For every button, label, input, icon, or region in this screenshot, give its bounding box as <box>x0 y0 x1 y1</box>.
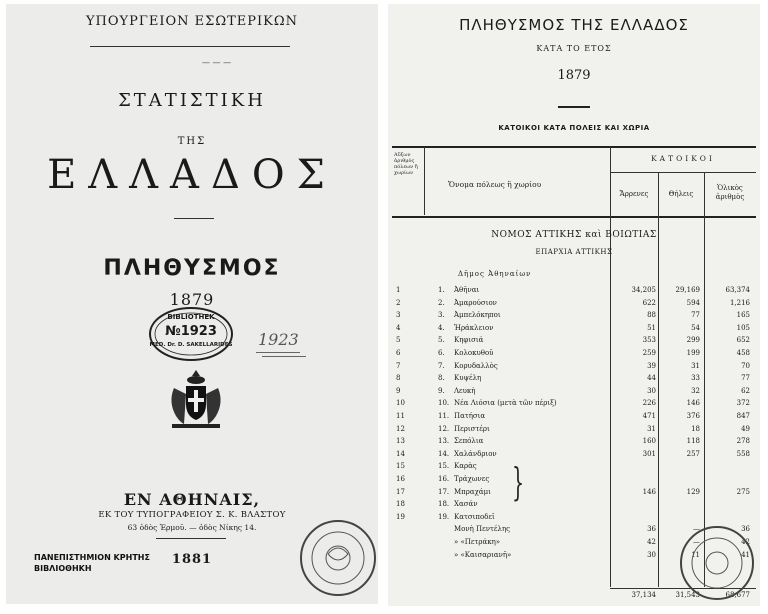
total-all: 68,677 <box>725 591 750 599</box>
serial-number: 4 <box>396 323 401 332</box>
place-name: Μπραχάμι <box>454 487 491 496</box>
serial-number: 12 <box>396 424 405 433</box>
right-page-population-table <box>388 4 760 606</box>
library-stamp-line-1: ΠΑΝΕΠΙΣΤΗΜΙΟΝ ΚΡΗΤΗΣ <box>34 553 150 562</box>
local-number: 1. <box>438 286 445 294</box>
females-value: 11 <box>691 550 700 559</box>
stamp-number: №1923 <box>165 324 217 339</box>
males-value: 88 <box>647 311 656 320</box>
divider-short <box>156 538 226 539</box>
females-value: 299 <box>686 336 700 345</box>
serial-number: 15 <box>396 462 405 471</box>
printer-address: 63 ὁδὸς Ἑρμοῦ. — ὁδὸς Νίκης 14. <box>127 523 257 532</box>
serial-number: 8 <box>396 374 401 383</box>
table-row <box>388 311 760 323</box>
males-value: 353 <box>642 336 656 345</box>
library-stamp-line-2: ΒΙΒΛΙΟΘΗΚΗ <box>34 564 92 573</box>
serial-number: 5 <box>396 336 401 345</box>
females-value: 77 <box>691 311 700 320</box>
serial-number: 19 <box>396 512 405 521</box>
column-divider <box>424 147 425 215</box>
males-value: 51 <box>647 323 656 332</box>
publication-year: 1881 <box>171 552 213 567</box>
serial-number: 10 <box>396 399 405 408</box>
local-number: 10. <box>438 399 450 408</box>
females-value: 146 <box>686 399 700 408</box>
females-value: 257 <box>686 449 700 458</box>
local-number: 4. <box>438 323 445 332</box>
subject-title: ΠΛΗΘΥΣΜΟΣ <box>103 256 281 281</box>
serial-number: 11 <box>396 412 405 420</box>
stamp-bottom-text: MED. Dr. D. SAKELLARIDES <box>149 342 233 348</box>
header-males: Ἄρρενες <box>619 190 649 198</box>
males-value: 160 <box>642 437 656 446</box>
place-name: Περιστέρι <box>454 424 490 433</box>
females-value: 129 <box>686 487 700 496</box>
header-inner-rule <box>610 172 756 173</box>
local-number: 15. <box>438 462 450 471</box>
local-number: 14. <box>438 449 450 458</box>
serial-number: 2 <box>396 298 401 307</box>
table-row <box>388 513 760 525</box>
table-row <box>388 450 760 462</box>
table-row <box>388 475 760 487</box>
local-number: 12. <box>438 424 450 433</box>
local-number: 17. <box>438 487 450 496</box>
table-row <box>388 462 760 474</box>
divider-short <box>558 106 590 108</box>
total-value: 278 <box>736 437 750 446</box>
handwritten-mark: — — — <box>202 58 232 67</box>
dimos-heading: Δῆμος Ἀθηναίων <box>458 270 532 278</box>
table-row <box>388 488 760 500</box>
local-number: 13. <box>438 437 450 446</box>
table-row <box>388 399 760 411</box>
place-name: Καρὰς <box>454 462 477 471</box>
ministry-heading: ΥΠΟΥΡΓΕΙΟΝ ΕΣΩΤΕΡΙΚΩΝ <box>85 14 299 29</box>
header-bottom-border <box>392 216 756 218</box>
total-value: 1,216 <box>729 298 750 307</box>
place-name: » «Καισαριανῆ» <box>454 550 512 559</box>
males-value: 30 <box>647 386 656 395</box>
place-name: » «Πετράκη» <box>454 538 501 546</box>
local-number: 2. <box>438 298 445 307</box>
section-heading: ΚΑΤΟΙΚΟΙ ΚΑΤΑ ΠΟΛΕΙΣ ΚΑΙ ΧΩΡΙΑ <box>498 124 650 132</box>
title-line-3: ΕΛΛΑΔΟΣ <box>47 152 337 198</box>
table-row <box>388 425 760 437</box>
total-value: 63,374 <box>725 286 750 294</box>
place-name: Νέα Λιόσια (μετὰ τῶν πέριξ) <box>454 399 557 408</box>
census-year: 1879 <box>169 290 215 309</box>
serial-number: 9 <box>396 386 401 395</box>
table-row <box>388 374 760 386</box>
males-value: 34,205 <box>631 286 656 294</box>
local-number: 11. <box>438 412 450 420</box>
local-number: 6. <box>438 349 445 357</box>
serial-number: 6 <box>396 349 401 357</box>
underline <box>262 356 306 357</box>
group-bracket: } <box>512 460 525 504</box>
university-library-stamp <box>34 552 152 574</box>
place-name: Μονὴ Πεντέλης <box>454 525 511 534</box>
males-value: 259 <box>642 349 656 357</box>
printer-name: ΕΚ ΤΟΥ ΤΥΠΟΓΡΑΦΕΙΟΥ Σ. Κ. ΒΛΑΣΤΟΥ <box>98 510 286 520</box>
table-row <box>388 336 760 348</box>
title-line-1: ΣΤΑΤΙΣΤΙΚΗ <box>118 90 266 111</box>
females-value: — <box>693 525 700 534</box>
serial-number: 1 <box>396 286 401 294</box>
place-name: Λευκὴ <box>454 386 476 395</box>
males-value: 31 <box>647 424 656 433</box>
males-value: 146 <box>642 487 656 496</box>
total-value: 49 <box>741 424 750 433</box>
females-value: 376 <box>686 412 700 420</box>
total-value: 165 <box>736 311 750 320</box>
females-value: 594 <box>686 298 700 307</box>
males-value: 44 <box>647 374 656 383</box>
females-value: 18 <box>691 424 700 433</box>
males-value: 622 <box>642 298 656 307</box>
table-page-title: ΠΛΗΘΥΣΜΟΣ ΤΗΣ ΕΛΛΑΔΟΣ <box>459 16 689 34</box>
table-row <box>388 412 760 424</box>
total-value: 558 <box>736 449 750 458</box>
header-inhabitants: ΚΑΤΟΙΚΟΙ <box>651 154 715 163</box>
place-name: Κατσιποδεῖ <box>454 512 495 521</box>
place-name: Πατήσια <box>454 412 486 420</box>
males-value: 39 <box>647 361 656 370</box>
total-value: 847 <box>736 412 750 420</box>
place-name: Χαλάνδριον <box>454 449 497 458</box>
eparchia-heading: ΕΠΑΡΧΙΑ ΑΤΤΙΚΗΣ <box>535 248 613 256</box>
serial-number: 3 <box>396 311 401 320</box>
females-value: 33 <box>691 374 700 383</box>
females-value: 199 <box>686 349 700 357</box>
header-serial: Αὔξων ἀριθμὸς πόλεων ἢ χωρίων <box>394 152 418 176</box>
males-value: 30 <box>647 550 656 559</box>
round-seal-icon <box>298 518 378 598</box>
total-males: 37,134 <box>631 591 656 599</box>
males-value: 301 <box>642 449 656 458</box>
males-value: 226 <box>642 399 656 408</box>
local-number: 8. <box>438 374 445 383</box>
females-value: 31 <box>691 361 700 370</box>
place-name: Ἀμαρούσιον <box>454 298 497 307</box>
local-number: 19. <box>438 512 450 521</box>
males-value: 42 <box>647 538 656 546</box>
total-value: 372 <box>736 399 750 408</box>
total-value: 36 <box>741 525 750 534</box>
place-name: Τράχωνες <box>454 475 490 483</box>
total-females: 31,543 <box>675 591 700 599</box>
underline <box>256 352 300 353</box>
serial-number: 17 <box>396 487 405 496</box>
place-name: Ἀθῆναι <box>454 286 480 294</box>
table-page-subtitle: ΚΑΤΑ ΤΟ ΕΤΟΣ <box>536 44 612 53</box>
title-line-2: ΤΗΣ <box>177 136 207 147</box>
table-page-year: 1879 <box>557 68 591 83</box>
table-row <box>388 500 760 512</box>
divider-short <box>174 218 214 219</box>
local-number: 16. <box>438 475 450 483</box>
males-value: 471 <box>642 412 656 420</box>
total-value: 105 <box>736 323 750 332</box>
females-value: 29,169 <box>675 286 700 294</box>
serial-number: 16 <box>396 475 405 483</box>
serial-number: 14 <box>396 449 405 458</box>
local-number: 3. <box>438 311 445 320</box>
place-name: Κορυδαλλὸς <box>454 361 498 370</box>
females-value: 54 <box>691 323 700 332</box>
header-total: Ὁλικὸς ἀριθμὸς <box>715 184 745 201</box>
total-value: 42 <box>741 538 750 546</box>
total-value: 77 <box>741 374 750 383</box>
local-number: 18. <box>438 500 450 509</box>
place-name: Σεπόλια <box>454 437 484 446</box>
total-value: 652 <box>736 336 750 345</box>
nomos-heading: ΝΟΜΟΣ ΑΤΤΙΚΗΣ καὶ ΒΟΙΩΤΙΑΣ <box>491 230 657 240</box>
place-name: Κηφισιά <box>454 336 484 345</box>
table-top-border <box>392 146 756 148</box>
divider <box>90 46 290 47</box>
place-name: Κολοκυθοῦ <box>454 349 494 357</box>
table-row <box>388 324 760 336</box>
table-row <box>388 362 760 374</box>
serial-number: 18 <box>396 500 405 509</box>
left-page-title-page <box>6 4 378 604</box>
serial-number: 13 <box>396 437 405 446</box>
total-value: 458 <box>736 349 750 357</box>
local-number: 7. <box>438 361 445 370</box>
table-row <box>388 286 760 298</box>
serial-number: 7 <box>396 361 401 370</box>
total-value: 41 <box>741 550 750 559</box>
header-name: Ὄνομα πόλεως ἢ χωρίου <box>448 180 542 189</box>
place-name: Κυψέλη <box>454 374 482 383</box>
table-row <box>388 437 760 449</box>
place-name: Χασάν <box>454 500 478 509</box>
total-value: 70 <box>741 361 750 370</box>
local-number: 5. <box>438 336 445 345</box>
total-value: 62 <box>741 386 750 395</box>
males-value: 36 <box>647 525 656 534</box>
local-number: 9. <box>438 386 445 395</box>
round-seal-icon <box>678 524 756 602</box>
stamp-top-text: BIBLIOTHEK <box>167 313 215 321</box>
table-row <box>388 349 760 361</box>
females-value: — <box>693 538 700 546</box>
publication-place: ΕΝ ΑΘΗΝΑΙΣ, <box>123 490 261 509</box>
table-row <box>388 299 760 311</box>
place-name: Ἀμπελόκηποι <box>454 311 501 320</box>
handwritten-number: 1923 <box>258 330 299 349</box>
place-name: Ἡράκλειον <box>454 323 494 332</box>
table-row <box>388 387 760 399</box>
females-value: 32 <box>691 386 700 395</box>
coat-of-arms-icon <box>166 368 226 434</box>
females-value: 118 <box>686 437 700 446</box>
header-females: Θήλεις <box>668 190 694 198</box>
total-value: 275 <box>736 487 750 496</box>
